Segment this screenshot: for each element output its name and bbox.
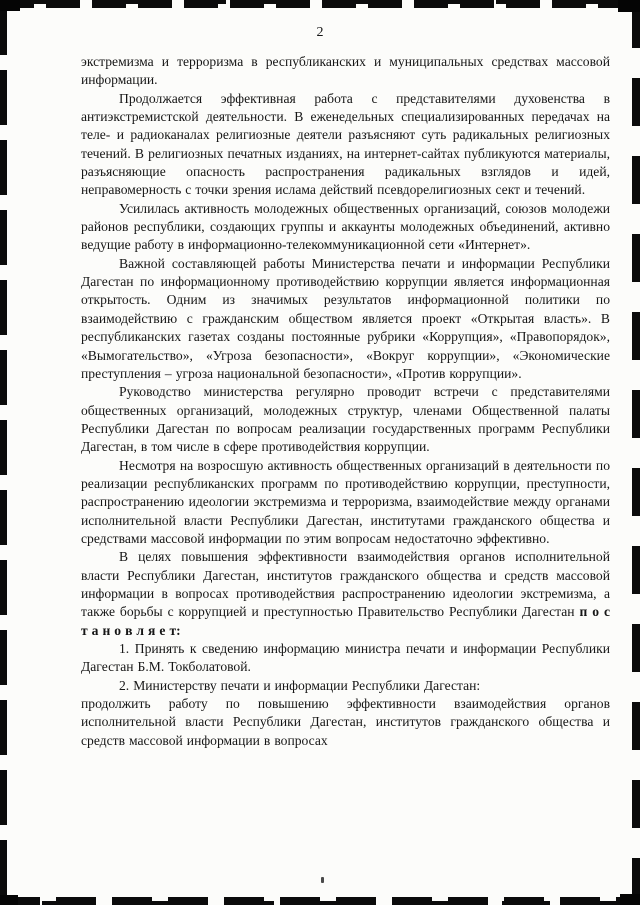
page-number: 2 [316,25,324,40]
scan-edge-left [0,0,7,905]
paragraph: Несмотря на возросшую активность общественных организаций в деятельности по реализации республиканских программ по противодействию коррупции, преступности, распространению идеологии экстремизма и терроризма, взаимодействие между органами исполнительной власти Республики Дагестан, институтами гражданского общества и средствами массовой информации по этим вопросам недостаточно эффективно. [81,457,610,546]
resolution-keyword: п о с т а н о в л я е т: [81,604,610,638]
paragraph-item-1: 1. Принять к сведению информацию министра печати и информации Республики Дагестан Б.М. Токболатовой. [81,641,610,675]
scan-edge-top-secondary [10,0,630,4]
scan-speck [321,877,324,883]
paragraph-item-2: 2. Министерству печати и информации Республики Дагестан: [119,677,481,693]
paragraph-resolution [81,548,610,640]
scan-edge-bottom-secondary [20,901,620,905]
paragraph: Руководство министерства регулярно проводит встречи с представителями общественных организаций, молодежных структур, членами Общественной палаты Республики Дагестан по вопросам реализации государственных программ Республики Дагестан, в том числе в сфере противодействия коррупции. [81,384,610,455]
scan-corner-bottom-right [620,894,640,905]
scan-corner-top-right [618,0,640,12]
scan-corner-bottom-left [0,895,18,905]
document-body [81,53,610,750]
scan-edge-right [632,0,640,905]
paragraph: Продолжается эффективная работа с представителями духовенства в антиэкстремистской деятельности. В еженедельных специализированных передачах на теле- и радиоканалах религиозные деятели разъясняют суть радикальных религиозных течений. В религиозных печатных изданиях, на интернет-сайтах публикуются материалы, разъясняющие опасность распространения радикальных взглядов и идей, неправомерность с точки зрения ислама действий псевдорелигиозных сект и течений. [81,90,610,198]
resolution-text: В целях повышения эффективности взаимодействия органов исполнительной власти Республики Дагестан, институтов гражданского общества и средств массовой информации в вопросах противодействия распространению идеологии экстремизма, а также борьбы с коррупцией и преступностью Правительство Республики Дагестан [81,549,610,620]
paragraph-subitem: продолжить работу по повышению эффективности взаимодействия органов исполнительной власти Республики Дагестан, институтов гражданского общества и средств массовой информации в вопросах [81,696,610,748]
scan-corner-top-left [0,0,20,11]
scan-edge-top [0,0,640,8]
paragraph: Важной составляющей работы Министерства печати и информации Республики Дагестан по информационному противодействию коррупции является информационная открытость. Одним из значимых результатов информационной политики по взаимодействию с гражданским обществом является проект «Открытая власть». В республиканских газетах созданы постоянные рубрики «Коррупция», «Правопорядок», «Вымогательство», «Угроза безопасности», «Вокруг коррупции», «Экономические преступления – угроза национальной безопасности», «Против коррупции». [81,255,610,381]
paragraph-continuation: экстремизма и терроризма в республиканских и муниципальных средствах массовой информации. [81,54,610,88]
scan-edge-bottom [0,897,640,905]
paragraph: Усилилась активность молодежных общественных организаций, союзов молодежи районов республики, создающих группы и аккаунты молодежных объединений, активно ведущие работу в информационно-телекоммуникационной сети «Интернет». [81,200,610,253]
